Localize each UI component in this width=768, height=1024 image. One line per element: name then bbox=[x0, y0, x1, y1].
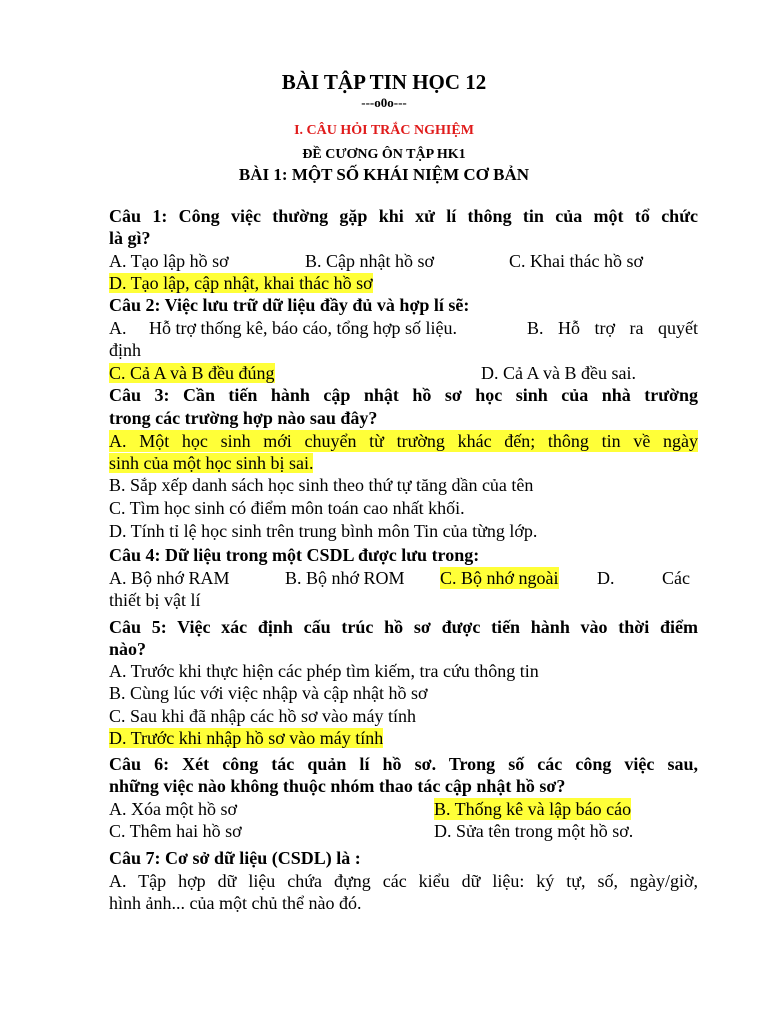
question-2-option-b-continued: định bbox=[109, 340, 142, 360]
question-2-text: Câu 2: Việc lưu trữ dữ liệu đầy đủ và hợp lí sẽ: bbox=[109, 295, 470, 315]
question-4-option-a: A. Bộ nhớ RAM bbox=[109, 568, 230, 588]
question-7-text: Câu 7: Cơ sở dữ liệu (CSDL) là : bbox=[109, 848, 361, 868]
question-3-option-a-continued bbox=[109, 452, 313, 474]
question-4-option-c: C. Bộ nhớ ngoài bbox=[440, 568, 559, 588]
question-2-option-b: B. Hỗ trợ ra quyết bbox=[527, 318, 698, 338]
question-4-text: Câu 4: Dữ liệu trong một CSDL được lưu trong: bbox=[109, 545, 480, 565]
document-title: BÀI TẬP TIN HỌC 12 bbox=[281, 70, 487, 94]
lesson-heading: BÀI 1: MỘT SỐ KHÁI NIỆM CƠ BẢN bbox=[238, 165, 530, 184]
question-1-option-c: C. Khai thác hồ sơ bbox=[509, 251, 643, 271]
question-6-text-continued: những việc nào không thuộc nhóm thao tác cập nhật hồ sơ? bbox=[109, 776, 566, 796]
question-1-text-continued: là gì? bbox=[109, 228, 151, 248]
question-5-text: Câu 5: Việc xác định cấu trúc hồ sơ được tiến hành vào thời điểm bbox=[109, 617, 698, 637]
question-7-option-a-continued: hình ảnh... của một chủ thể nào đó. bbox=[109, 893, 362, 913]
question-1-option-a: A. Tạo lập hồ sơ bbox=[109, 251, 229, 271]
question-5-option-d bbox=[109, 727, 383, 749]
question-3-option-d: D. Tính tỉ lệ học sinh trên trung bình môn Tin của từng lớp. bbox=[109, 521, 538, 541]
question-2-option-d: D. Cả A và B đều sai. bbox=[481, 363, 636, 383]
question-6-option-d: D. Sửa tên trong một hồ sơ. bbox=[434, 821, 634, 841]
question-3-option-b: B. Sắp xếp danh sách học sinh theo thứ tự tăng dần của tên bbox=[109, 475, 534, 495]
question-1-option-b: B. Cập nhật hồ sơ bbox=[305, 251, 435, 271]
question-5-option-c: C. Sau khi đã nhập các hồ sơ vào máy tính bbox=[109, 706, 416, 726]
question-2-option-c bbox=[109, 362, 275, 384]
question-3-text: Câu 3: Cần tiến hành cập nhật hồ sơ học sinh của nhà trường bbox=[109, 385, 698, 405]
section-heading: I. CÂU HỎI TRẮC NGHIỆM bbox=[294, 123, 474, 138]
question-3-text-continued: trong các trường hợp nào sau đây? bbox=[109, 408, 378, 428]
question-1-text: Câu 1: Công việc thường gặp khi xử lí thông tin của một tổ chức bbox=[109, 206, 698, 226]
question-6-option-c: C. Thêm hai hồ sơ bbox=[109, 821, 242, 841]
question-5-option-a: A. Trước khi thực hiện các phép tìm kiếm, tra cứu thông tin bbox=[109, 661, 539, 681]
question-4-option-d-word: Các bbox=[662, 568, 690, 588]
question-2-answer-highlight: C. Cả A và B đều đúng bbox=[109, 363, 275, 383]
question-1-answer-highlight: D. Tạo lập, cập nhật, khai thác hồ sơ bbox=[109, 273, 373, 293]
question-3-option-a: A. Một học sinh mới chuyển từ trường khác đến; thông tin về ngày bbox=[109, 431, 698, 451]
question-3-option-c: C. Tìm học sinh có điểm môn toán cao nhất khối. bbox=[109, 498, 465, 518]
question-4-option-d-continued: thiết bị vật lí bbox=[109, 590, 201, 610]
question-5-text-continued: nào? bbox=[109, 639, 147, 659]
question-6-text: Câu 6: Xét công tác quản lí hồ sơ. Trong số các công việc sau, bbox=[109, 754, 698, 774]
question-5-option-b: B. Cùng lúc với việc nhập và cập nhật hồ sơ bbox=[109, 683, 428, 703]
question-6-option-a: A. Xóa một hồ sơ bbox=[109, 799, 238, 819]
question-4-option-d: D. bbox=[597, 568, 615, 588]
question-4-option-b: B. Bộ nhớ ROM bbox=[285, 568, 405, 588]
question-1-option-d bbox=[109, 272, 373, 294]
outline-heading: ĐỀ CƯƠNG ÔN TẬP HK1 bbox=[302, 147, 466, 162]
question-6-option-b: B. Thống kê và lập báo cáo bbox=[434, 799, 632, 819]
question-5-answer-highlight: D. Trước khi nhập hồ sơ vào máy tính bbox=[109, 728, 384, 748]
question-3-answer-highlight: sinh của một học sinh bị sai. bbox=[109, 453, 314, 473]
question-7-option-a: A. Tập hợp dữ liệu chứa đựng các kiểu dữ liệu: ký tự, số, ngày/giờ, bbox=[109, 871, 698, 891]
question-2-option-a: A. Hỗ trợ thống kê, báo cáo, tổng hợp số liệu. bbox=[109, 318, 457, 338]
title-separator: ---o0o--- bbox=[361, 95, 407, 110]
